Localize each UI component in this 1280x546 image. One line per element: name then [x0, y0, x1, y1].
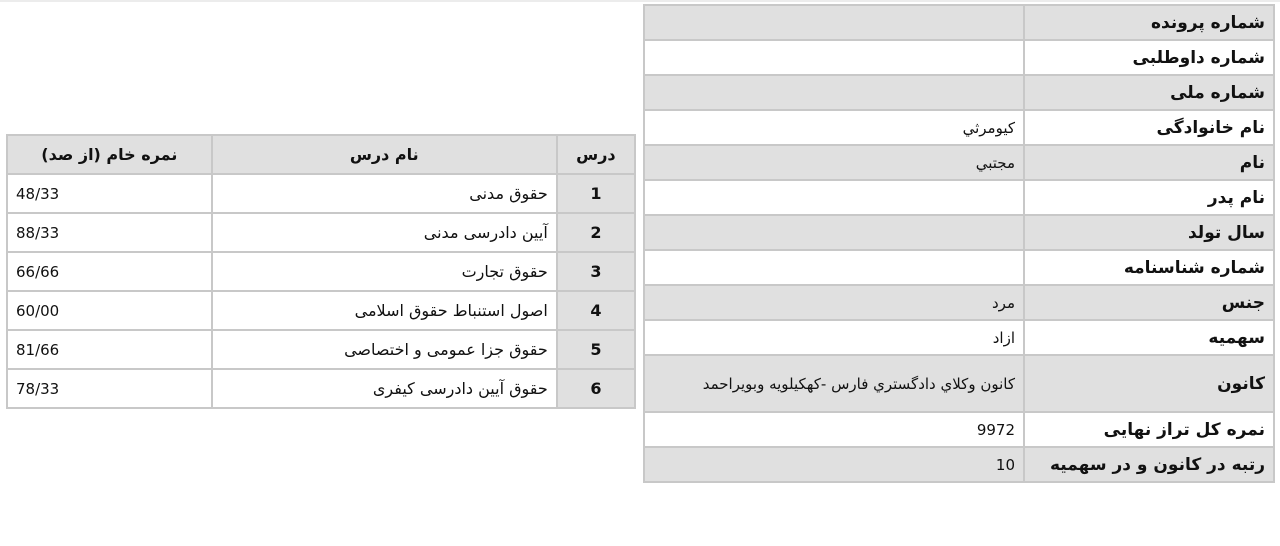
course-score: 60/00 [7, 291, 212, 330]
info-label: شماره ملی [1024, 75, 1274, 110]
info-label: نام پدر [1024, 180, 1274, 215]
header-course-number: درس [557, 135, 635, 174]
info-value: كانون وكلاي دادگستري فارس -كهكيلويه وبويراحمد [644, 355, 1024, 412]
info-value [644, 40, 1024, 75]
table-row [7, 213, 635, 252]
info-value: 10 [644, 447, 1024, 482]
course-grades-table [6, 134, 636, 409]
table-row [7, 369, 635, 408]
course-number: 5 [557, 330, 635, 369]
course-name: آیین دادرسی مدنی [212, 213, 557, 252]
course-score: 88/33 [7, 213, 212, 252]
course-number: 1 [557, 174, 635, 213]
info-label: سال تولد [1024, 215, 1274, 250]
table-row [7, 330, 635, 369]
info-value [644, 5, 1024, 40]
course-score: 81/66 [7, 330, 212, 369]
table-row [7, 291, 635, 330]
info-label: جنس [1024, 285, 1274, 320]
info-row-national-id [644, 75, 1274, 110]
info-row-father-name [644, 180, 1274, 215]
course-score: 48/33 [7, 174, 212, 213]
info-row-first-name [644, 145, 1274, 180]
info-row-candidate-number [644, 40, 1274, 75]
info-label: نام خانوادگی [1024, 110, 1274, 145]
top-divider [0, 0, 1280, 2]
candidate-info-table [643, 4, 1275, 483]
info-label: شماره شناسنامه [1024, 250, 1274, 285]
info-row-birth-year [644, 215, 1274, 250]
grades-header-row [7, 135, 635, 174]
course-name: حقوق آیین دادرسی کیفری [212, 369, 557, 408]
table-row [7, 252, 635, 291]
course-name: اصول استنباط حقوق اسلامی [212, 291, 557, 330]
course-score: 66/66 [7, 252, 212, 291]
info-row-bar-association [644, 355, 1274, 412]
info-value [644, 75, 1024, 110]
course-name: حقوق تجارت [212, 252, 557, 291]
course-number: 3 [557, 252, 635, 291]
info-row-total-score [644, 412, 1274, 447]
course-number: 2 [557, 213, 635, 252]
header-course-name: نام درس [212, 135, 557, 174]
info-row-quota [644, 320, 1274, 355]
info-label: شماره داوطلبی [1024, 40, 1274, 75]
info-row-gender [644, 285, 1274, 320]
info-row-rank [644, 447, 1274, 482]
info-value [644, 180, 1024, 215]
info-value [644, 215, 1024, 250]
info-value: كيومرثي [644, 110, 1024, 145]
info-label: نمره کل تراز نهایی [1024, 412, 1274, 447]
table-row [7, 174, 635, 213]
info-value [644, 250, 1024, 285]
info-row-last-name [644, 110, 1274, 145]
header-raw-score: نمره خام (از صد) [7, 135, 212, 174]
info-value: مرد [644, 285, 1024, 320]
info-value: 9972 [644, 412, 1024, 447]
info-label: رتبه در کانون و در سهمیه [1024, 447, 1274, 482]
info-row-file-number [644, 5, 1274, 40]
info-value: مجتبي [644, 145, 1024, 180]
info-value: ازاد [644, 320, 1024, 355]
info-label: نام [1024, 145, 1274, 180]
course-score: 78/33 [7, 369, 212, 408]
course-name: حقوق جزا عمومی و اختصاصی [212, 330, 557, 369]
info-label: شماره پرونده [1024, 5, 1274, 40]
course-number: 4 [557, 291, 635, 330]
info-label: کانون [1024, 355, 1274, 412]
info-row-id-card-number [644, 250, 1274, 285]
course-number: 6 [557, 369, 635, 408]
course-name: حقوق مدنی [212, 174, 557, 213]
info-label: سهمیه [1024, 320, 1274, 355]
